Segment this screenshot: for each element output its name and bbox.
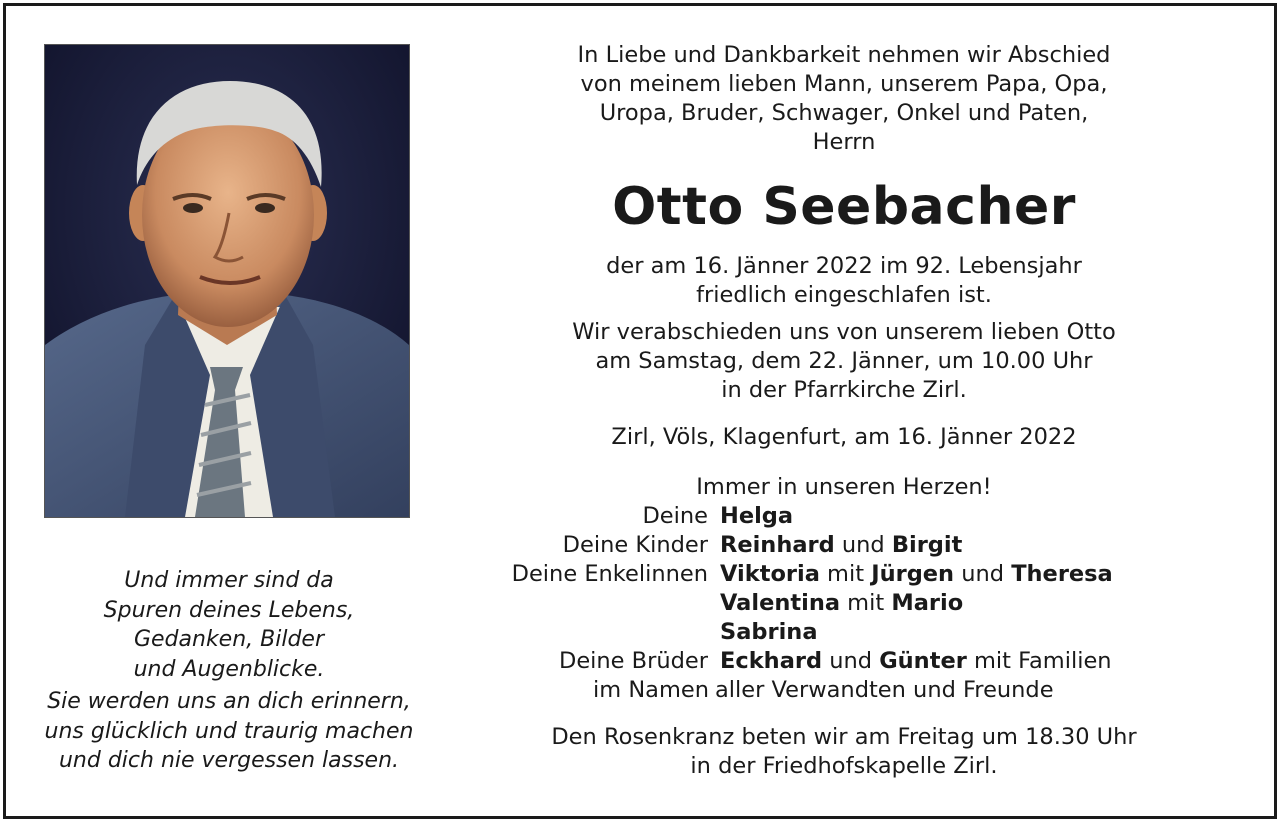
death-line: der am 16. Jänner 2022 im 92. Lebensjahr xyxy=(606,253,1082,279)
family-member-name: Helga xyxy=(720,503,794,529)
family-connector: und xyxy=(822,648,880,674)
poem-line: und Augenblicke. xyxy=(133,656,325,682)
intro-line: Herrn xyxy=(812,129,876,155)
family-member-name: Mario xyxy=(891,590,964,616)
heart-line: Immer in unseren Herzen! xyxy=(696,474,992,500)
family-label: im Namen xyxy=(593,677,709,703)
family-member-name: Birgit xyxy=(891,532,963,558)
family-row xyxy=(490,618,1198,647)
poem-line: Und immer sind da xyxy=(124,568,334,593)
family-label: Deine xyxy=(642,503,708,529)
family-members xyxy=(720,618,1198,647)
poem-stanza-2 xyxy=(24,687,434,776)
family-member-name: Sabrina xyxy=(720,619,818,645)
family-row xyxy=(490,560,1198,589)
poem-line: Gedanken, Bilder xyxy=(133,627,325,652)
closing-line: Den Rosenkranz beten wir am Freitag um 18.30 Uhr xyxy=(551,724,1137,750)
closing-line: in der Friedhofskapelle Zirl. xyxy=(690,753,998,779)
place-date: Zirl, Völs, Klagenfurt, am 16. Jänner 2022 xyxy=(611,424,1077,450)
poem-line: Sie werden uns an dich erinnern, xyxy=(47,689,411,714)
family-label xyxy=(490,618,720,647)
family-connector: mit Familien xyxy=(966,648,1112,674)
family-label: Deine Enkelinnen xyxy=(511,561,708,587)
family-row xyxy=(490,647,1198,676)
family-connector: und xyxy=(954,561,1012,587)
family-members xyxy=(720,589,1198,618)
family-member-name: Jürgen xyxy=(871,561,955,587)
deceased-name: Otto Seebacher xyxy=(612,177,1076,237)
family-row xyxy=(490,502,1198,531)
portrait-photo xyxy=(44,44,410,518)
family-members xyxy=(720,531,1198,560)
family-row xyxy=(490,589,1198,618)
poem-line: Spuren deines Lebens, xyxy=(103,597,355,623)
death-notice xyxy=(490,252,1198,310)
family-members xyxy=(720,502,1198,531)
intro-line: Uropa, Bruder, Schwager, Onkel und Paten, xyxy=(599,100,1089,126)
family-closing-row xyxy=(490,676,1198,705)
death-line: friedlich eingeschlafen ist. xyxy=(696,282,992,308)
family-member-name: Viktoria xyxy=(720,561,820,587)
family-members: aller Verwandten und Freunde xyxy=(714,677,1054,703)
poem-line: uns glücklich und traurig machen xyxy=(44,718,414,744)
intro-line: von meinem lieben Mann, unserem Papa, Opa, xyxy=(580,71,1108,97)
service-line: Wir verabschieden uns von unserem lieben Otto xyxy=(572,319,1116,345)
family-label: Deine Brüder xyxy=(559,648,708,674)
service-line: in der Pfarrkirche Zirl. xyxy=(721,377,967,403)
intro-text xyxy=(490,41,1198,157)
family-members xyxy=(720,647,1198,676)
family-member-name: Valentina xyxy=(720,590,841,616)
family-label: Deine Kinder xyxy=(562,532,708,558)
family-connector: mit xyxy=(840,590,892,616)
family-list xyxy=(490,502,1198,705)
service-line: am Samstag, dem 22. Jänner, um 10.00 Uhr xyxy=(595,348,1093,374)
funeral-service-info xyxy=(490,318,1198,405)
family-label xyxy=(490,589,720,618)
family-member-name: Günter xyxy=(879,648,967,674)
family-member-name: Theresa xyxy=(1011,561,1113,587)
intro-line: In Liebe und Dankbarkeit nehmen wir Abschied xyxy=(577,42,1111,68)
family-member-name: Eckhard xyxy=(720,648,823,674)
family-member-name: Reinhard xyxy=(720,532,835,558)
family-connector: und xyxy=(834,532,892,558)
family-connector: mit xyxy=(819,561,872,587)
family-members xyxy=(720,560,1198,589)
rosary-info xyxy=(490,723,1198,781)
poem-stanza-1 xyxy=(24,566,434,684)
poem-line: und dich nie vergessen lassen. xyxy=(58,748,400,773)
family-row xyxy=(490,531,1198,560)
